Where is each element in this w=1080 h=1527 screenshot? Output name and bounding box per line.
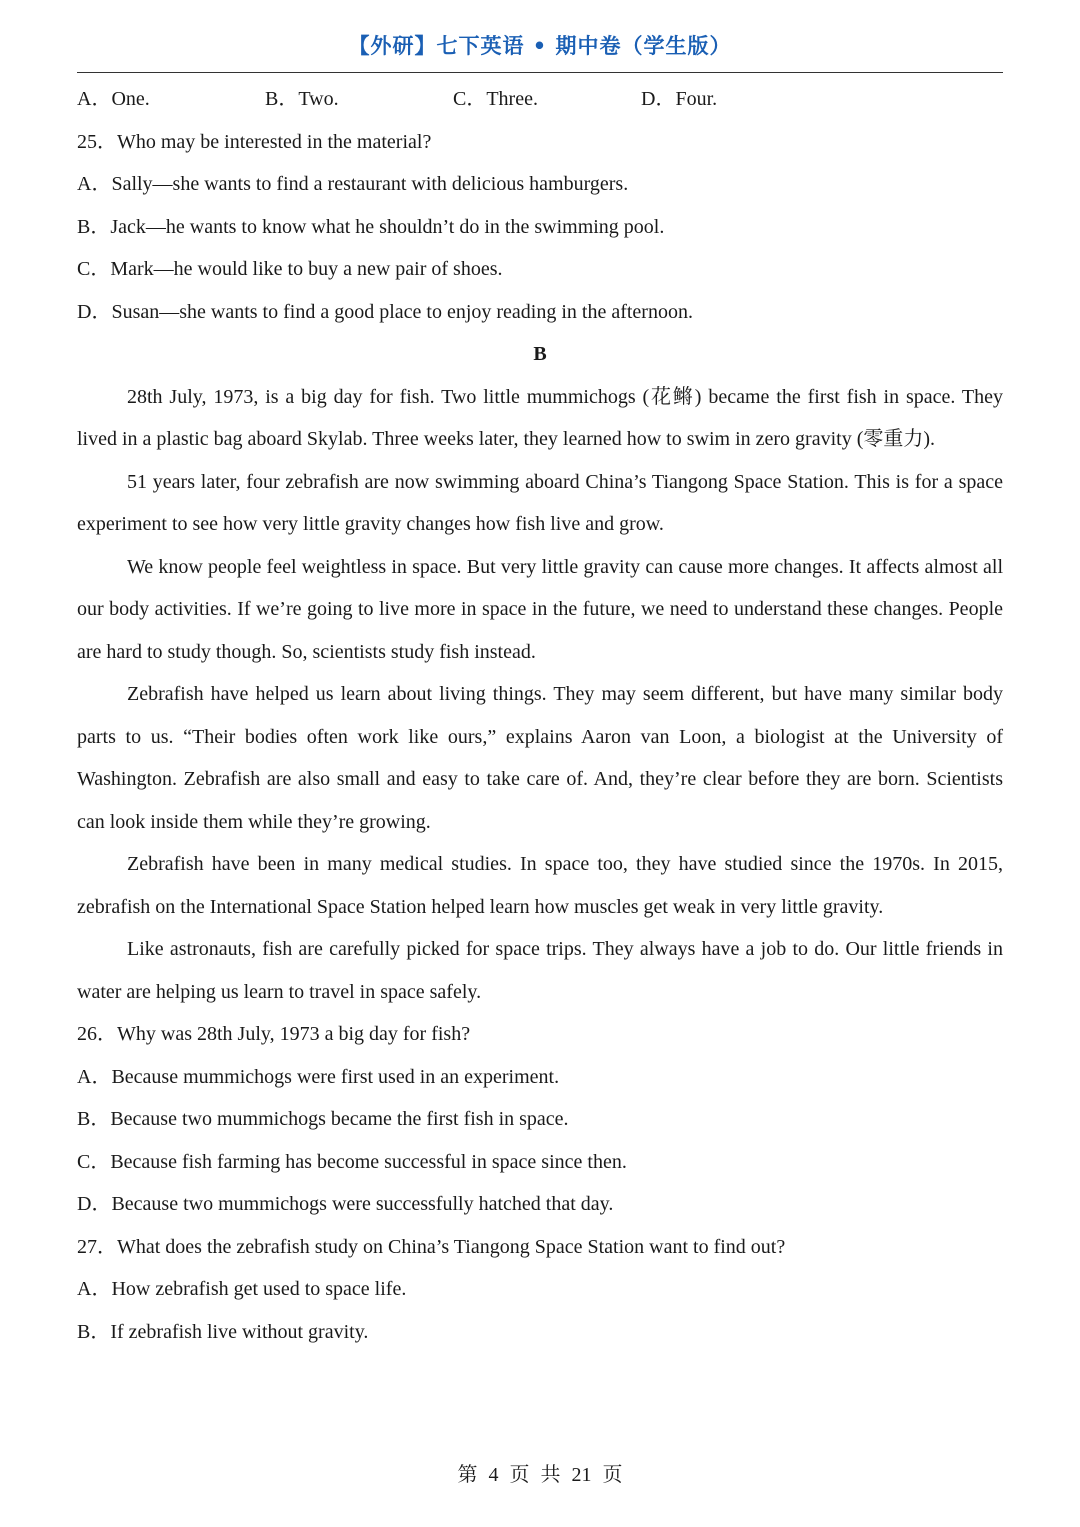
q27-stem: 27．What does the zebrafish study on China’s Tiangong Space Station want to find out? <box>77 1235 786 1258</box>
q26-option-b: B．Because two mummichogs became the first fish in space. <box>77 1108 569 1130</box>
q26-option-c: C．Because fish farming has become successful in space since then. <box>77 1150 627 1173</box>
q26-option-a: A．Because mummichogs were first used in an experiment. <box>77 1065 560 1088</box>
q25-option-a: A．Sally—she wants to find a restaurant with delicious hamburgers. <box>77 173 629 195</box>
page-content <box>77 78 1003 1353</box>
page-number: 第 4 页 共 21 页 <box>457 1464 623 1486</box>
header-divider <box>77 72 1003 73</box>
passage-paragraph: Zebrafish have helped us learn about living things. They may seem different, but have many similar body parts to us. “Their bodies often work like ours,” explains Aaron van Loon, a biologist at the University of Washington. Zebrafish are also small and easy to take care of. And, they’re clear before they are born. Scientists can look inside them while they’re growing. <box>77 683 1003 833</box>
passage-paragraph: Zebrafish have been in many medical studies. In space too, they have studied since the 1970s. In 2015, zebrafish on the International Space Station helped learn how muscles get weak in very little gravity. <box>77 853 1003 918</box>
q25-stem: 25．Who may be interested in the material? <box>77 130 432 153</box>
q26-option-d: D．Because two mummichogs were successfully hatched that day. <box>77 1193 614 1215</box>
q25-option-d: D．Susan—she wants to find a good place to enjoy reading in the afternoon. <box>77 300 693 323</box>
q27-option-b: B．If zebrafish live without gravity. <box>77 1320 369 1343</box>
q24-option-b: B．Two. <box>265 88 339 110</box>
document-header-title: 【外研】七下英语 • 期中卷（学生版） <box>348 34 732 58</box>
q24-options <box>77 78 1003 121</box>
q24-option-d: D．Four. <box>641 88 718 110</box>
q26-stem: 26．Why was 28th July, 1973 a big day for fish? <box>77 1023 471 1045</box>
q25-option-b: B．Jack—he wants to know what he shouldn’t do in the swimming pool. <box>77 215 665 238</box>
q24-option-a: A．One. <box>77 88 150 110</box>
passage-paragraph: 28th July, 1973, is a big day for fish. Two little mummichogs (花鳉) became the first fish in space. They lived in a plastic bag aboard Skylab. Three weeks later, they learned how to swim in zero gravity (零重力). <box>77 385 1003 450</box>
passage-paragraph: We know people feel weightless in space. But very little gravity can cause more changes. It affects almost all our body activities. If we’re going to live more in space in the future, we need to understand these changes. People are hard to study though. So, scientists study fish instead. <box>77 555 1003 663</box>
passage-paragraph: 51 years later, four zebrafish are now swimming aboard China’s Tiangong Space Station. This is for a space experiment to see how very little gravity changes how fish live and grow. <box>77 470 1003 535</box>
q25-option-c: C．Mark—he would like to buy a new pair of shoes. <box>77 258 503 280</box>
passage-section-label: B <box>533 343 547 365</box>
q27-option-a: A．How zebrafish get used to space life. <box>77 1278 407 1300</box>
passage-paragraph: Like astronauts, fish are carefully picked for space trips. They always have a job to do. Our little friends in water are helping us learn to travel in space safely. <box>77 938 1003 1003</box>
q24-option-c: C．Three. <box>453 88 538 110</box>
